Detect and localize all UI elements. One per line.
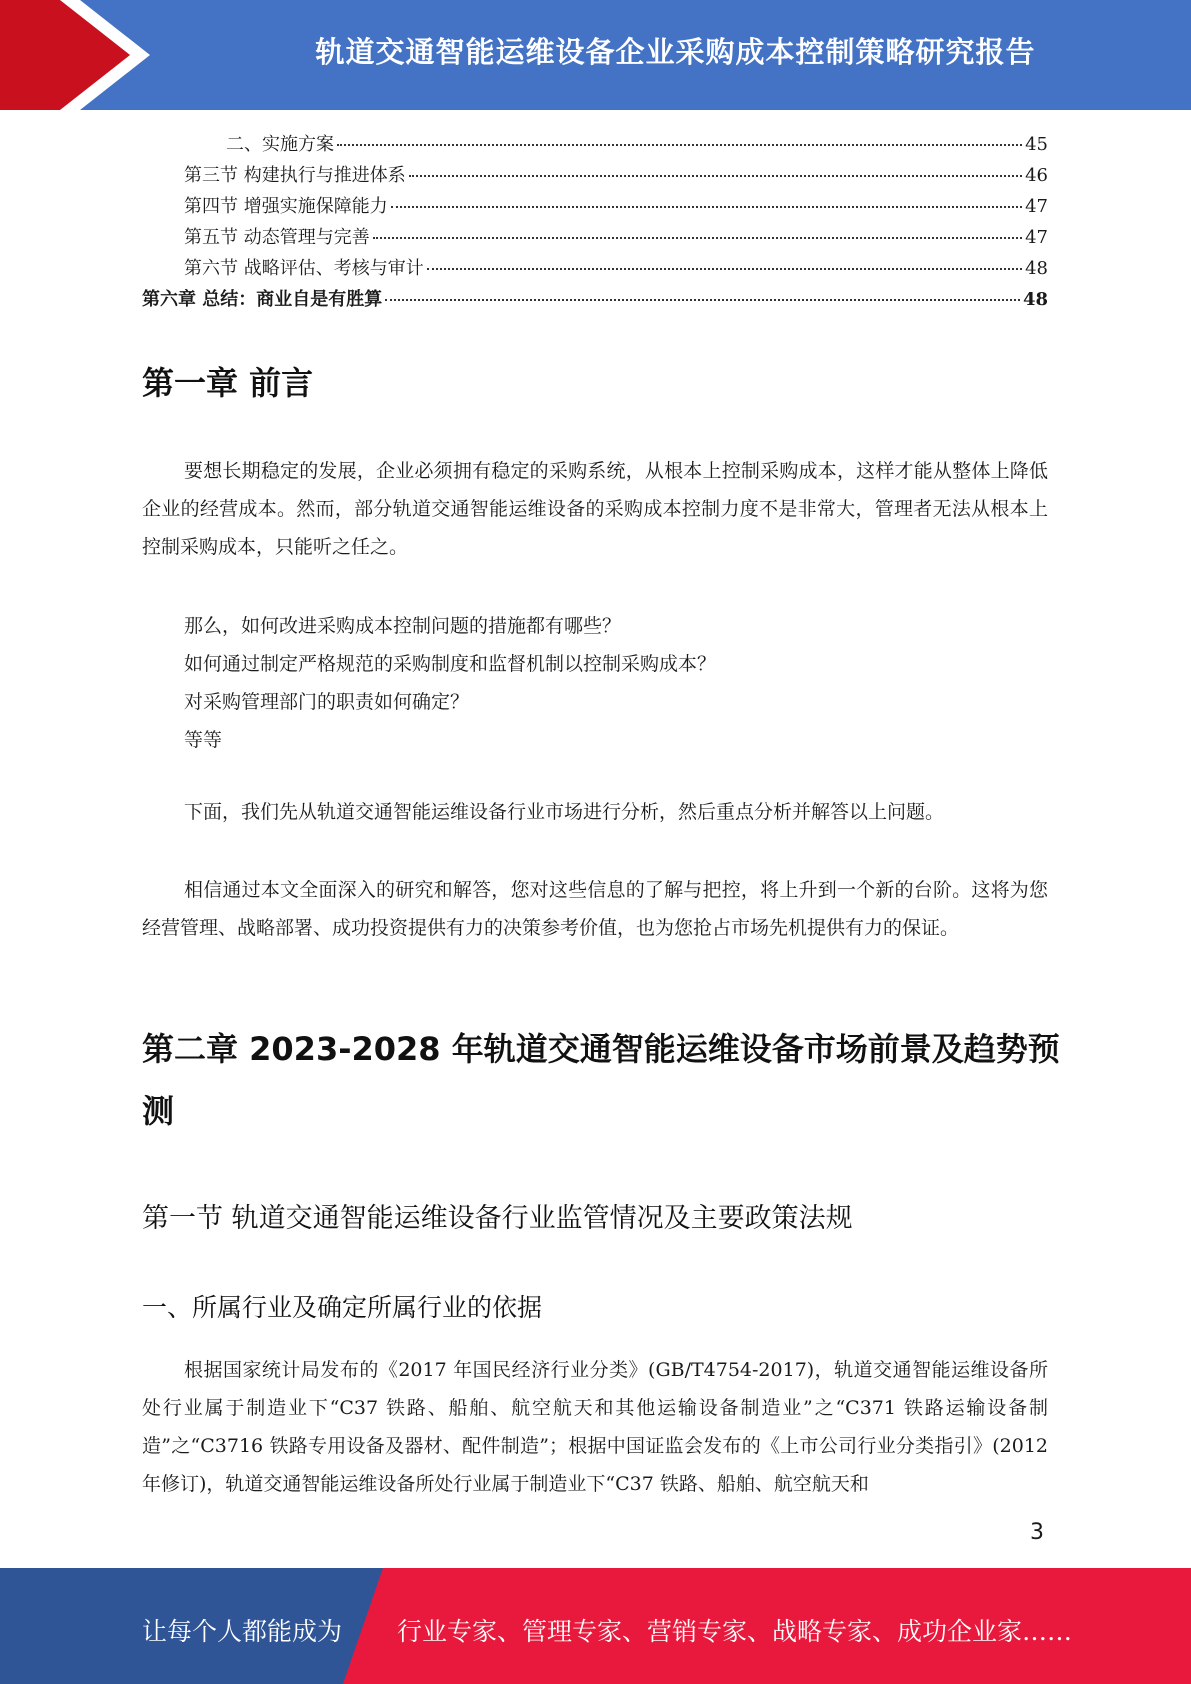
toc-entry[interactable] [142,254,1048,282]
question-4: 等等 [184,729,223,751]
toc-leader-dots [409,175,1022,177]
toc-entry[interactable] [142,130,1048,158]
footer-banner [0,1568,1191,1684]
toc-entry-chapter[interactable] [142,285,1048,313]
header-banner [0,0,1191,110]
toc-entry-title: 第五节 动态管理与完善 [184,227,370,248]
toc-entry-title: 二、实施方案 [226,134,334,155]
toc-entry-title: 第六章 总结：商业自是有胜算 [142,289,383,310]
toc-entry-title: 第四节 增强实施保障能力 [184,196,388,217]
chapter-2-paragraph-1: 根据国家统计局发布的《2017 年国民经济行业分类》(GB/T4754-2017)，轨道交通智能运维设备所处行业属于制造业下“C37 铁路、船舶、航空航天和其他运输设备制造业”之“C371 铁路运输设备制造”之“C3716 铁路专用设备及器材、配件制造”；根据中国证监会发布的《上市公司行业分类指引》(2012 年修订)，轨道交通智能运维设备所处行业属于制造业下“C37 铁路、船舶、航空航天和 [142,1359,1048,1495]
footer-slogan-left: 让每个人都能成为 [142,1617,343,1646]
toc-leader-dots [385,299,1020,301]
chapter-1-paragraph-3: 相信通过本文全面深入的研究和解答，您对这些信息的了解与把控，将上升到一个新的台阶。这将为您经营管理、战略部署、成功投资提供有力的决策参考价值，也为您抢占市场先机提供有力的保证。 [142,879,1048,939]
chapter-1-paragraph-2: 下面，我们先从轨道交通智能运维设备行业市场进行分析，然后重点分析并解答以上问题。 [184,801,945,823]
question-3: 对采购管理部门的职责如何确定？ [184,691,470,713]
table-of-contents [142,130,1048,320]
report-title: 轨道交通智能运维设备企业采购成本控制策略研究报告 [315,35,1036,69]
toc-leader-dots [337,144,1022,146]
footer-slogan-right: 行业专家、管理专家、营销专家、战略专家、成功企业家…… [397,1617,1073,1646]
subsection-1-heading: 一、所属行业及确定所属行业的依据 [142,1293,543,1322]
toc-entry-page: 45 [1025,134,1048,155]
page-number: 3 [1030,1520,1044,1545]
chapter-2-heading: 第二章 2023-2028 年轨道交通智能运维设备市场前景及趋势预测 [142,1030,1060,1130]
toc-entry-page: 47 [1025,196,1048,217]
toc-entry-title: 第三节 构建执行与推进体系 [184,165,406,186]
chapter-1-heading: 第一章 前言 [142,364,314,402]
toc-entry-page: 47 [1025,227,1048,248]
toc-entry-page: 46 [1025,165,1048,186]
toc-entry[interactable] [142,192,1048,220]
toc-leader-dots [373,237,1022,239]
toc-entry-page: 48 [1025,258,1048,279]
question-1: 那么，如何改进采购成本控制问题的措施都有哪些？ [184,615,622,637]
toc-leader-dots [391,206,1022,208]
section-1-heading: 第一节 轨道交通智能运维设备行业监管情况及主要政策法规 [142,1203,853,1234]
question-2: 如何通过制定严格规范的采购制度和监督机制以控制采购成本？ [184,653,717,675]
toc-entry-title: 第六节 战略评估、考核与审计 [184,258,424,279]
toc-leader-dots [427,268,1022,270]
chapter-1-paragraph-1: 要想长期稳定的发展，企业必须拥有稳定的采购系统，从根本上控制采购成本，这样才能从整体上降低企业的经营成本。然而，部分轨道交通智能运维设备的采购成本控制力度不是非常大，管理者无法从根本上控制采购成本，只能听之任之。 [142,460,1048,558]
toc-entry-page: 48 [1022,289,1048,310]
toc-entry[interactable] [142,161,1048,189]
toc-entry[interactable] [142,223,1048,251]
